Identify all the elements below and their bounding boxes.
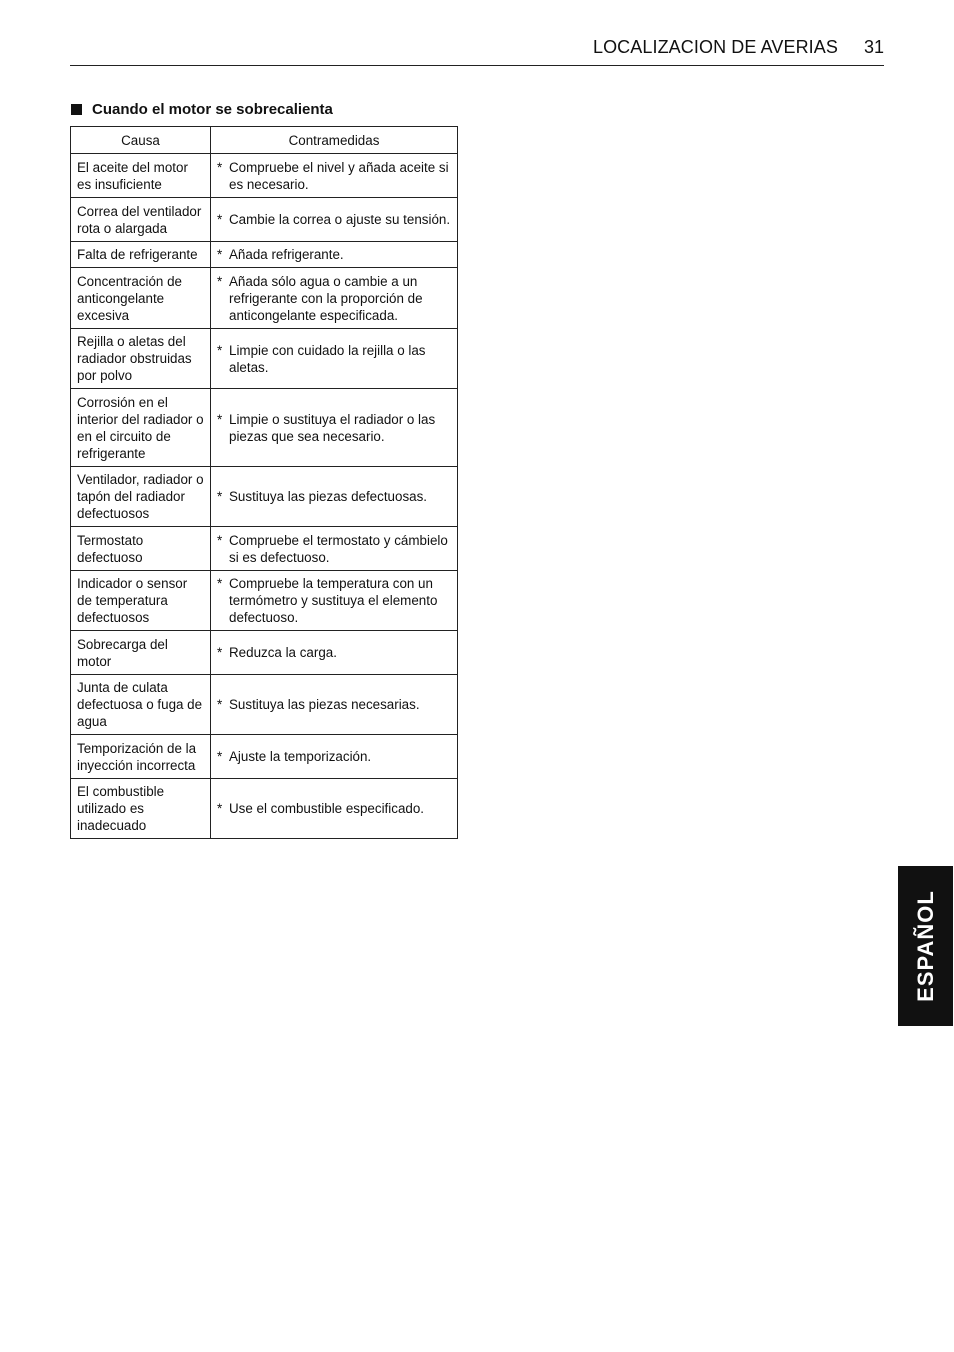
asterisk-bullet: * [217,247,223,262]
measure-text: Cambie la correa o ajuste su tensión. [229,212,451,227]
measure-cell [211,527,458,571]
cause-cell: Ventilador, radiador o tapón del radiador defectuosos [71,467,211,527]
asterisk-bullet: * [217,273,223,289]
measure-text: Añada sólo agua o cambie a un refrigerante con la proporción de anticongelante especificada. [229,273,423,323]
table-row [71,675,458,735]
measure-text: Añada refrigerante. [229,247,344,262]
table-row [71,329,458,389]
section-heading [71,101,333,118]
measure-text: Compruebe la temperatura con un termómetro y sustituya el elemento defectuoso. [229,576,438,625]
table-row [71,467,458,527]
header-title: LOCALIZACION DE AVERIAS [592,37,838,57]
asterisk-bullet: * [217,342,223,358]
measure-cell [211,571,458,631]
cause-cell: Correa del ventilador rota o alargada [71,198,211,242]
table-row [71,198,458,242]
measure-text: Limpie con cuidado la rejilla o las aletas. [229,342,426,375]
measure-text: Reduzca la carga. [229,645,337,660]
measure-cell [211,329,458,389]
column-header-measures: Contramedidas [211,127,458,154]
table-row [71,242,458,268]
cause-cell: Indicador o sensor de temperatura defectuosos [71,571,211,631]
section-heading-text: Cuando el motor se sobrecalienta [92,101,333,118]
measure-cell [211,154,458,198]
table-row [71,154,458,198]
cause-cell: Falta de refrigerante [71,242,211,268]
troubleshooting-table [70,126,458,839]
asterisk-bullet: * [217,411,223,427]
measure-text: Use el combustible especificado. [229,801,425,816]
measure-cell [211,268,458,329]
table-header-row [71,127,458,154]
asterisk-bullet: * [217,532,223,548]
cause-cell: Junta de culata defectuosa o fuga de agua [71,675,211,735]
asterisk-bullet: * [217,212,223,227]
measure-text: Sustituya las piezas necesarias. [229,697,420,712]
measure-text: Ajuste la temporización. [229,749,372,764]
table-row [71,527,458,571]
measure-cell [211,735,458,779]
measure-cell [211,631,458,675]
column-header-cause: Causa [71,127,211,154]
measure-cell [211,198,458,242]
asterisk-bullet: * [217,645,223,660]
table-row [71,268,458,329]
measure-cell [211,467,458,527]
measure-text: Limpie o sustituya el radiador o las piezas que sea necesario. [229,411,436,444]
cause-cell: El aceite del motor es insuficiente [71,154,211,198]
table-row [71,389,458,467]
asterisk-bullet: * [217,489,223,504]
cause-cell: El combustible utilizado es inadecuado [71,779,211,839]
language-tab [898,866,953,1026]
asterisk-bullet: * [217,801,223,816]
table-row [71,735,458,779]
table-row [71,631,458,675]
square-bullet-icon [71,104,82,115]
cause-cell: Concentración de anticongelante excesiva [71,268,211,329]
cause-cell: Temporización de la inyección incorrecta [71,735,211,779]
measure-text: Compruebe el termostato y cámbielo si es defectuoso. [229,532,448,565]
measure-cell [211,779,458,839]
table-row [71,571,458,631]
cause-cell: Termostato defectuoso [71,527,211,571]
cause-cell: Rejilla o aletas del radiador obstruidas por polvo [71,329,211,389]
asterisk-bullet: * [217,749,223,764]
page-number: 31 [863,37,884,57]
page-header [70,30,884,66]
measure-text: Sustituya las piezas defectuosas. [229,489,427,504]
language-tab-label: ESPAÑOL [912,890,938,1002]
measure-cell [211,242,458,268]
measure-cell [211,389,458,467]
cause-cell: Sobrecarga del motor [71,631,211,675]
asterisk-bullet: * [217,159,223,175]
asterisk-bullet: * [217,576,223,591]
asterisk-bullet: * [217,697,223,712]
measure-cell [211,675,458,735]
measure-text: Compruebe el nivel y añada aceite si es necesario. [229,159,449,192]
table-row [71,779,458,839]
cause-cell: Corrosión en el interior del radiador o en el circuito de refrigerante [71,389,211,467]
